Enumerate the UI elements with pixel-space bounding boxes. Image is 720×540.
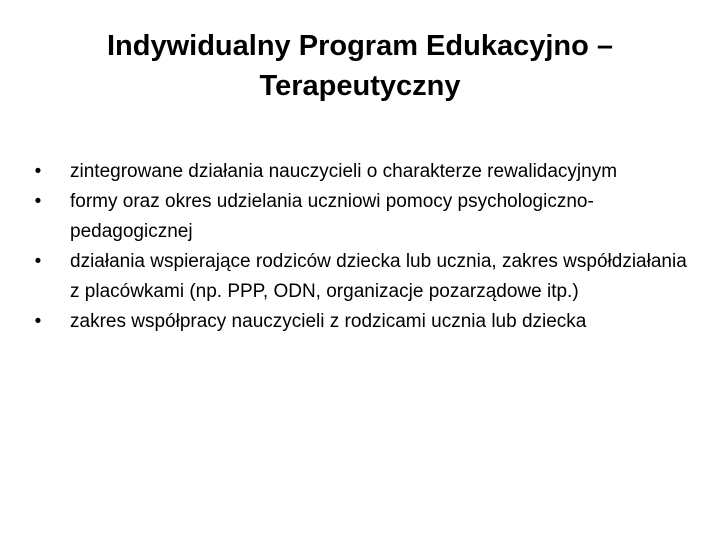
bullet-dot-icon: •	[34, 311, 42, 332]
bullet-dot-icon: •	[34, 161, 42, 182]
bullet-text: formy oraz okres udzielania uczniowi pomocy psychologiczno-pedagogicznej	[70, 191, 594, 242]
bullet-item-3	[24, 247, 696, 307]
bullet-dot-icon: •	[34, 191, 42, 212]
bullet-text: działania wspierające rodziców dziecka lub ucznia, zakres współdziałania z placówkami (np. PPP, ODN, organizacje pozarządowe itp.)	[70, 251, 687, 302]
bullet-item-2	[24, 187, 696, 247]
bullet-text: zintegrowane działania nauczycieli o charakterze rewalidacyjnym	[70, 161, 618, 182]
bullet-text: zakres współpracy nauczycieli z rodzicami ucznia lub dziecka	[70, 311, 587, 332]
slide-title: Indywidualny Program Edukacyjno – Terapeutyczny	[106, 30, 613, 102]
bullet-list	[24, 157, 696, 337]
bullet-item-4	[24, 307, 696, 337]
bullet-dot-icon: •	[34, 251, 42, 272]
bullet-item-1	[24, 157, 696, 187]
